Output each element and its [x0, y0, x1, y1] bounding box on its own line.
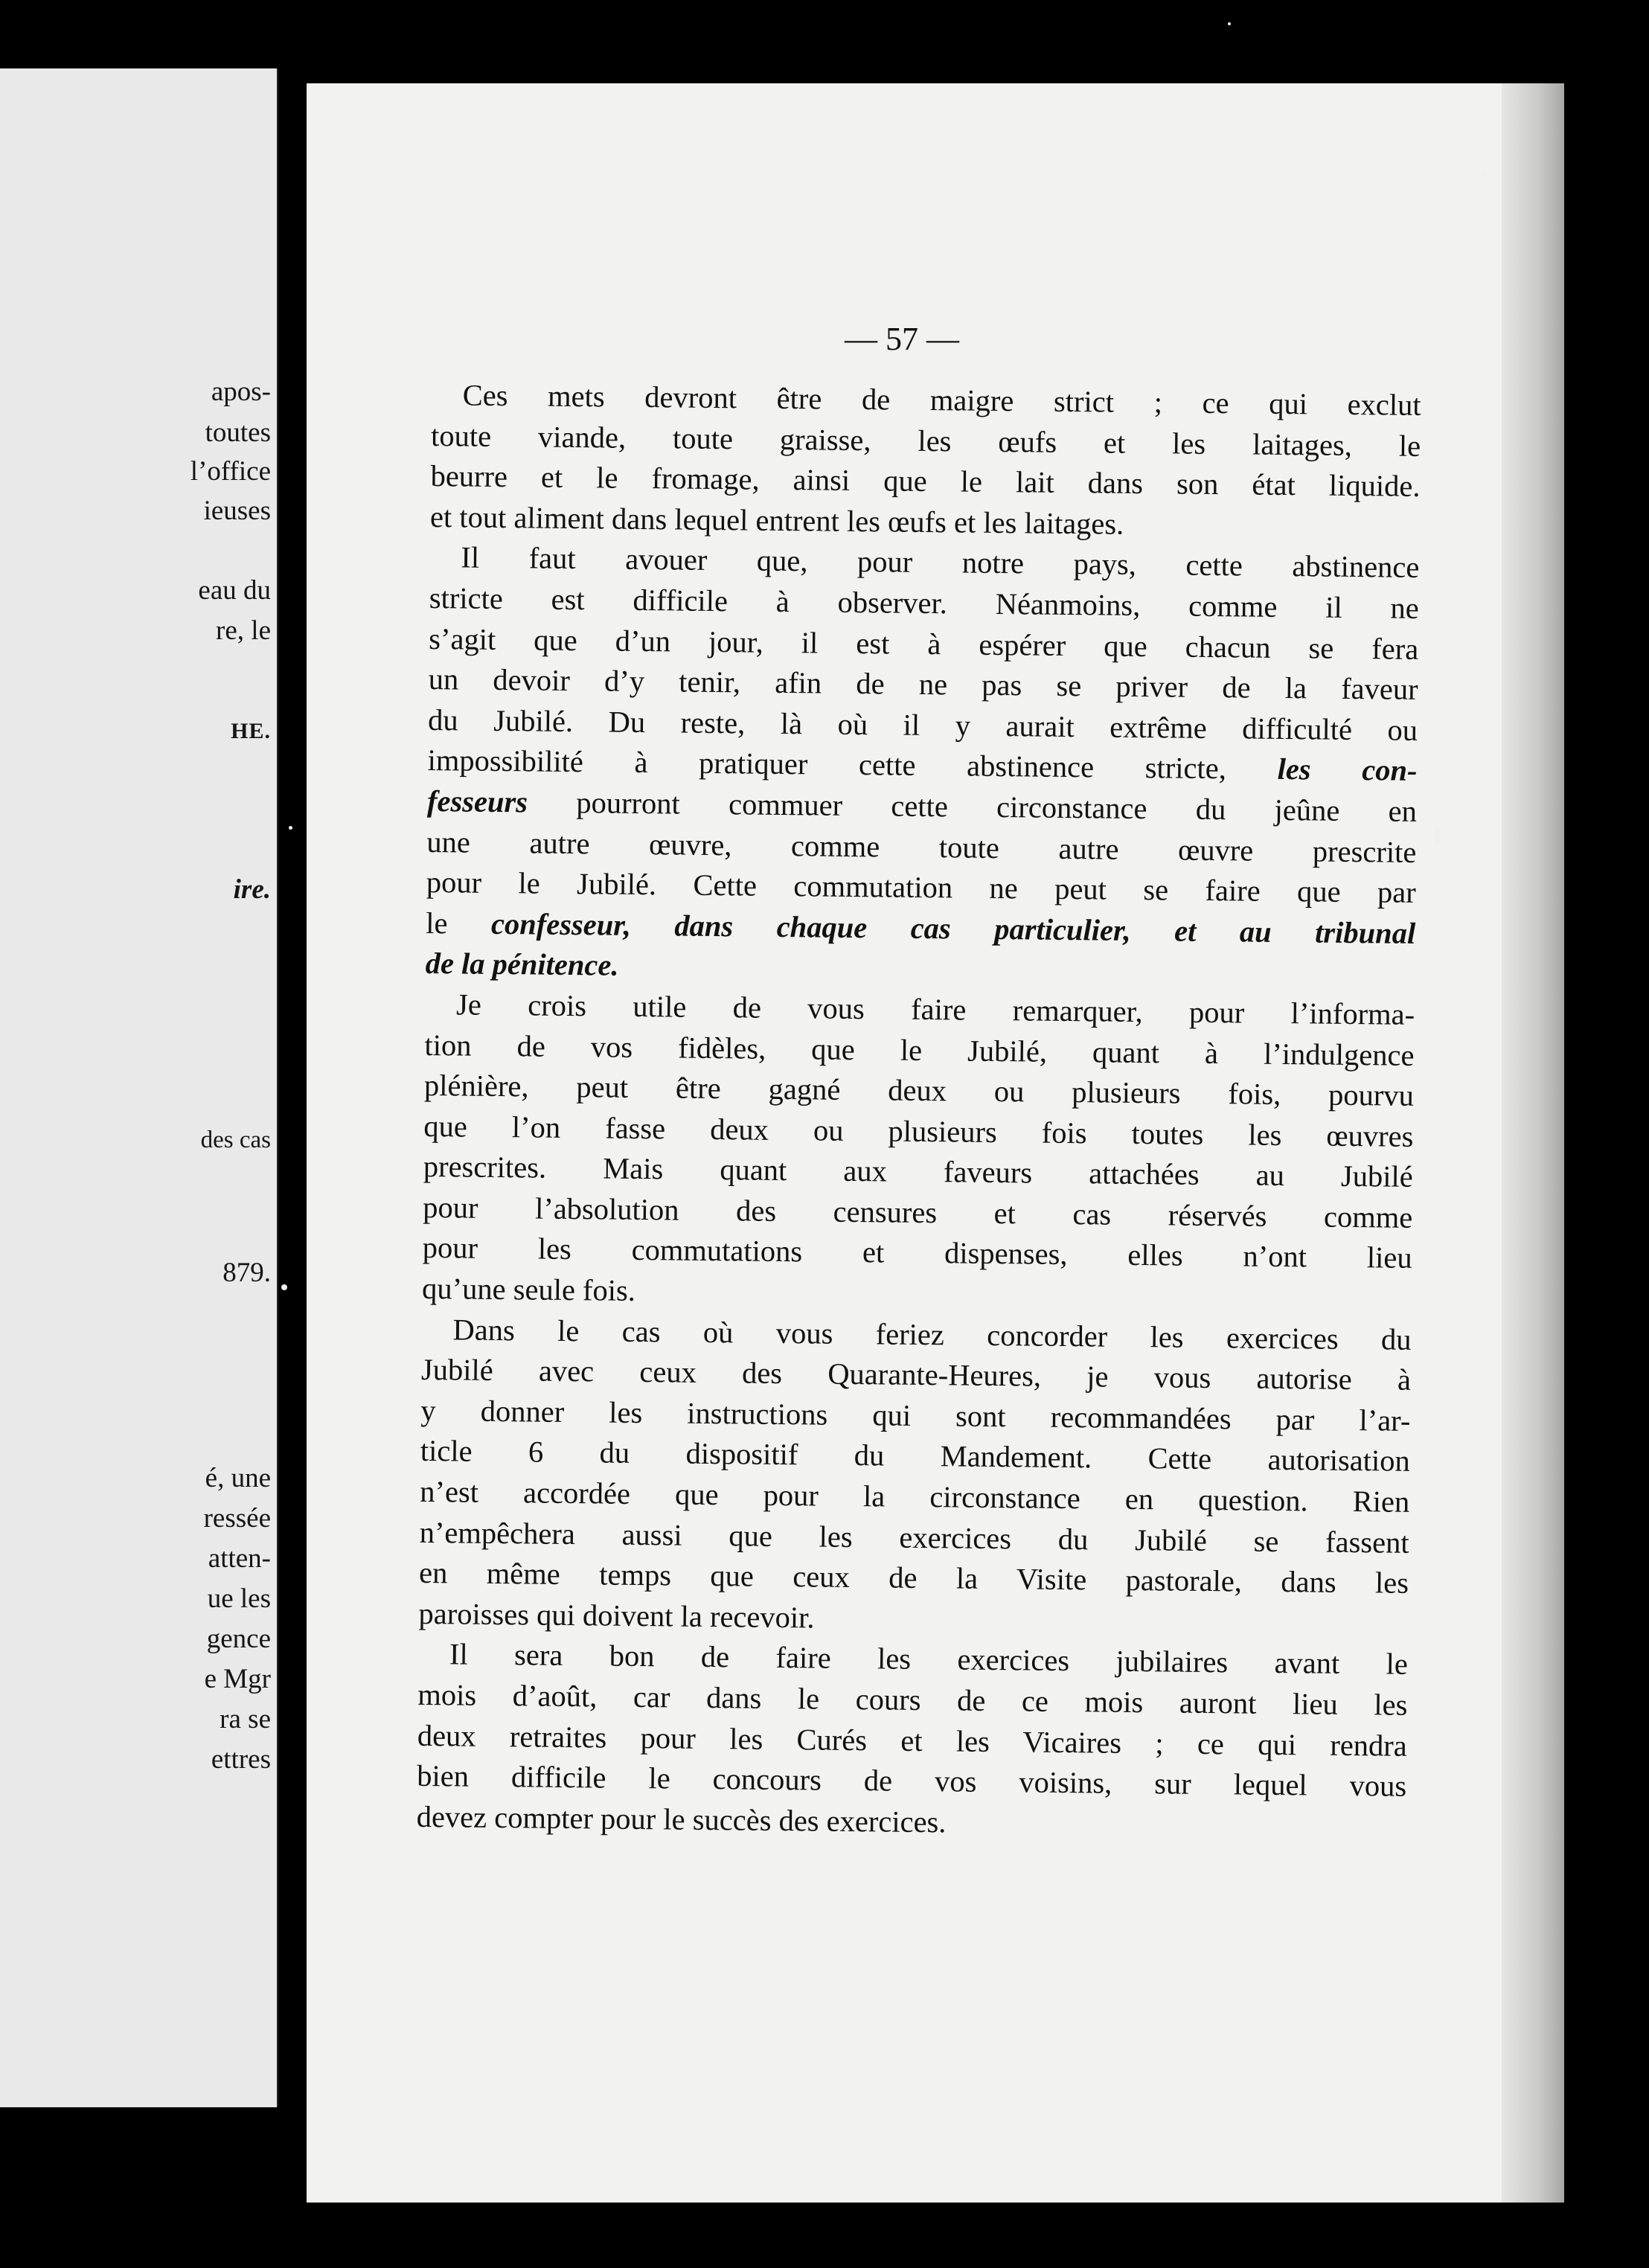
- text-line: ticle 6 du dispositif du Mandement. Cette autorisation: [420, 1434, 1411, 1479]
- left-fragment: ettres: [211, 1744, 271, 1775]
- left-fragment: toutes: [205, 417, 271, 448]
- text-segment: le: [426, 906, 492, 941]
- text-line: devez compter pour le succès des exercices.: [416, 1799, 947, 1839]
- left-fragment: HE.: [231, 719, 271, 743]
- text-line: du Jubilé. Du reste, là où il y aurait extrême difficulté ou: [427, 702, 1418, 747]
- italic-segment: confesseur, dans chaque cas particulier, et au tribunal: [490, 906, 1416, 950]
- page-body: [416, 375, 1421, 1848]
- text-line: Il faut avouer que, pour notre pays, cette abstinence: [461, 540, 1420, 585]
- scan-speck: [1228, 22, 1231, 25]
- italic-segment: fesseurs: [426, 784, 528, 819]
- text-line: tion de vos fidèles, que le Jubilé, quant à l’indulgence: [424, 1028, 1415, 1072]
- text-line: de la pénitence.: [425, 946, 619, 982]
- text-line: Il sera bon de faire les exercices jubilaires avant le: [449, 1637, 1409, 1682]
- scan-speck: [289, 826, 292, 830]
- left-fragment: eau du: [198, 575, 271, 606]
- text-line: que l’on fasse deux ou plusieurs fois toutes les œuvres: [423, 1109, 1414, 1153]
- text-segment: impossibilité à pratiquer cette abstinence stricte,: [427, 743, 1278, 787]
- text-line: Jubilé avec ceux des Quarante-Heures, je vous autorise à: [420, 1353, 1412, 1397]
- scan-speck: [1481, 171, 1485, 176]
- left-fragment: ieuses: [203, 496, 271, 526]
- left-fragment: ue les: [207, 1583, 271, 1614]
- page-edge: [1502, 83, 1564, 2203]
- text-line: toute viande, toute graisse, les œufs et les laitages, le: [430, 418, 1421, 463]
- left-fragment: gence: [206, 1624, 271, 1654]
- text-line: plénière, peut être gagné deux ou plusieurs fois, pourvu: [423, 1069, 1415, 1112]
- text-line: Dans le cas où vous feriez concorder les exercices du: [452, 1313, 1412, 1356]
- text-line: prescrites. Mais quant aux faveurs attachées au Jubilé: [423, 1150, 1414, 1194]
- left-fragment: e Mgr: [204, 1664, 271, 1694]
- left-fragment: ire.: [233, 874, 271, 905]
- text-segment: pourront commuer cette circonstance du jeûne en: [527, 785, 1418, 828]
- scan-speck: [1444, 1158, 1447, 1162]
- text-line: n’empêchera aussi que les exercices du Jubilé se fassent: [419, 1515, 1409, 1560]
- left-fragment: é, une: [205, 1463, 271, 1493]
- scan-speck: [1435, 827, 1441, 845]
- text-line: un devoir d’y tenir, afin de ne pas se priver de la faveur: [428, 662, 1418, 707]
- left-fragment: re, le: [216, 615, 271, 646]
- scan-speck: [281, 1284, 287, 1290]
- text-line: en même temps que ceux de la Visite pastorale, dans les: [418, 1556, 1409, 1601]
- left-fragment: atten-: [208, 1543, 271, 1574]
- text-line: stricte est difficile à observer. Néanmoins, comme il ne: [429, 580, 1420, 625]
- text-line: paroisses qui doivent la recevoir.: [418, 1596, 815, 1635]
- left-facing-page: [0, 68, 278, 2107]
- italic-segment: les con-: [1277, 752, 1418, 788]
- text-line: mois d’août, car dans le cours de ce mois auront lieu les: [417, 1677, 1408, 1722]
- left-fragment: ressée: [203, 1503, 271, 1534]
- left-fragment: des cas: [200, 1127, 271, 1153]
- book-page: [307, 83, 1564, 2203]
- text-line: pour l’absolution des censures et cas réservés comme: [423, 1190, 1413, 1234]
- text-line: pour le Jubilé. Cette commutation ne peut se faire que par: [426, 865, 1417, 910]
- text-line: pour les commutations et dispenses, elles n’ont lieu: [422, 1231, 1412, 1275]
- text-line: Ces mets devront être de maigre strict ; ce qui exclut: [462, 378, 1421, 422]
- text-line: bien difficile le concours de vos voisins, sur lequel vous: [417, 1759, 1407, 1804]
- text-line: beurre et le fromage, ainsi que le lait dans son état liquide.: [430, 459, 1421, 504]
- left-fragment: l’office: [190, 456, 271, 487]
- text-line: Je crois utile de vous faire remarquer, pour l’informa-: [455, 987, 1415, 1031]
- text-line: et tout aliment dans lequel entrent les œufs et les laitages.: [429, 499, 1124, 541]
- left-fragment: ra se: [220, 1704, 271, 1734]
- text-line: n’est accordée que pour la circonstance en question. Rien: [420, 1474, 1410, 1519]
- text-line: qu’une seule fois.: [421, 1271, 636, 1307]
- text-line: une autre œuvre, comme toute autre œuvre prescrite: [426, 824, 1417, 869]
- text-line: deux retraites pour les Curés et les Vicaires ; ce qui rendra: [417, 1718, 1408, 1763]
- left-fragment: 879.: [222, 1258, 271, 1288]
- left-fragment: apos-: [211, 377, 271, 407]
- text-line: s’agit que d’un jour, il est à espérer que chacun se fera: [429, 621, 1419, 666]
- text-line: y donner les instructions qui sont recommandées par l’ar-: [420, 1393, 1411, 1438]
- page-number: — 57 —: [845, 321, 959, 357]
